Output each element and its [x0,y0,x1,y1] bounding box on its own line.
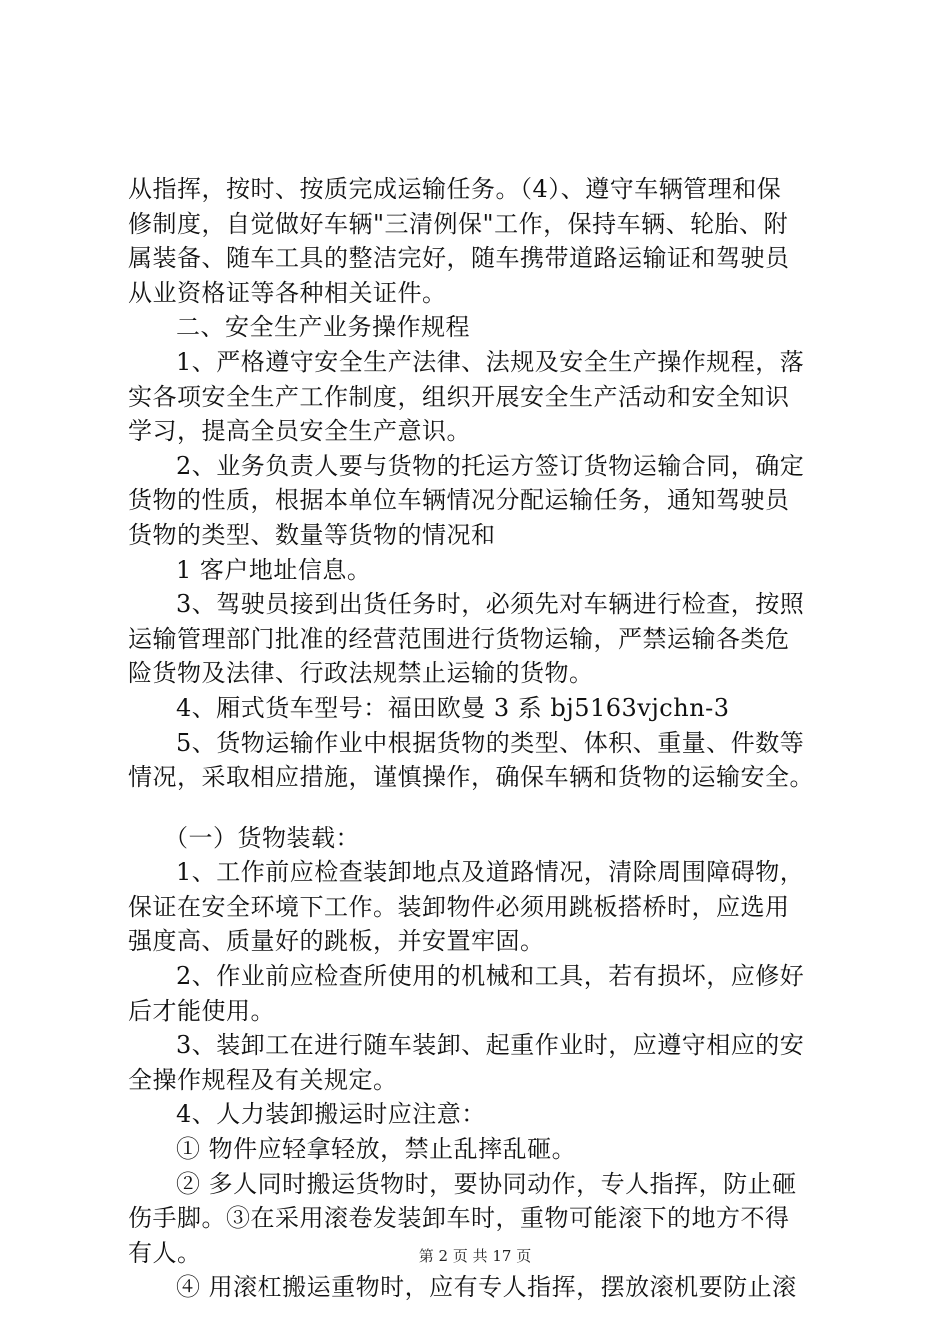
text-line: 情况，采取相应措施，谨慎操作，确保车辆和货物的运输安全。 [128,763,814,792]
text-line: 修制度，自觉做好车辆"三清例保"工作，保持车辆、轮胎、附 [128,209,789,238]
text-line: 学习，提高全员安全生产意识。 [128,417,471,446]
text-line: 2、业务负责人要与货物的托运方签订货物运输合同，确定 [176,451,805,480]
page-number-footer: 第 2 页 共 17 页 [418,1247,532,1265]
text-line: ① 物件应轻拿轻放，禁止乱摔乱砸。 [176,1135,577,1164]
text-line: 4、人力装卸搬运时应注意： [176,1100,486,1129]
paragraph-gap [128,795,838,821]
text-line: 3、装卸工在进行随车装卸、起重作业时，应遵守相应的安 [176,1031,805,1060]
text-line: 运输管理部门批准的经营范围进行货物运输，严禁运输各类危 [128,624,790,653]
text-line: 4、厢式货车型号：福田欧曼 3 系 bj5163vjchn-3 [176,693,730,722]
section-heading: 二、安全生产业务操作规程 [176,313,470,342]
text-line: 伤手脚。③在采用滚卷发装卸车时，重物可能滚下的地方不得 [128,1204,790,1233]
text-line: 货物的类型、数量等货物的情况和 [128,520,496,549]
text-line: 3、驾驶员接到出货任务时，必须先对车辆进行检查，按照 [176,590,805,619]
text-line: 从业资格证等各种相关证件。 [128,278,447,307]
text-line: 保证在安全环境下工作。装卸物件必须用跳板搭桥时，应选用 [128,892,790,921]
text-line: ④ 用滚杠搬运重物时，应有专人指挥，摆放滚机要防止滚 [176,1273,797,1302]
text-line: 强度高、质量好的跳板，并安置牢固。 [128,927,545,956]
subsection-heading: （一）货物装载： [164,823,360,852]
text-line: ② 多人同时搬运货物时，要协同动作，专人指挥，防止砸 [176,1169,797,1198]
text-line: 属装备、随车工具的整洁完好，随车携带道路运输证和驾驶员 [128,244,790,273]
document-body [128,172,838,1305]
text-line: 1 客户地址信息。 [176,555,372,584]
text-line: 有人。 [128,1238,202,1267]
text-line: 实各项安全生产工作制度，组织开展安全生产活动和安全知识 [128,382,790,411]
text-line: 货物的性质，根据本单位车辆情况分配运输任务，通知驾驶员 [128,486,790,515]
text-line: 1、工作前应检查装卸地点及道路情况，清除周围障碍物， [176,858,805,887]
text-line: 5、货物运输作业中根据货物的类型、体积、重量、件数等 [176,728,805,757]
text-line: 险货物及法律、行政法规禁止运输的货物。 [128,659,594,688]
text-line: 2、作业前应检查所使用的机械和工具，若有损坏，应修好 [176,962,805,991]
text-line: 1、严格遵守安全生产法律、法规及安全生产操作规程，落 [176,347,805,376]
text-line: 全操作规程及有关规定。 [128,1065,398,1094]
text-line: 后才能使用。 [128,996,275,1025]
text-line: 从指挥，按时、按质完成运输任务。（4）、遵守车辆管理和保 [128,175,782,203]
